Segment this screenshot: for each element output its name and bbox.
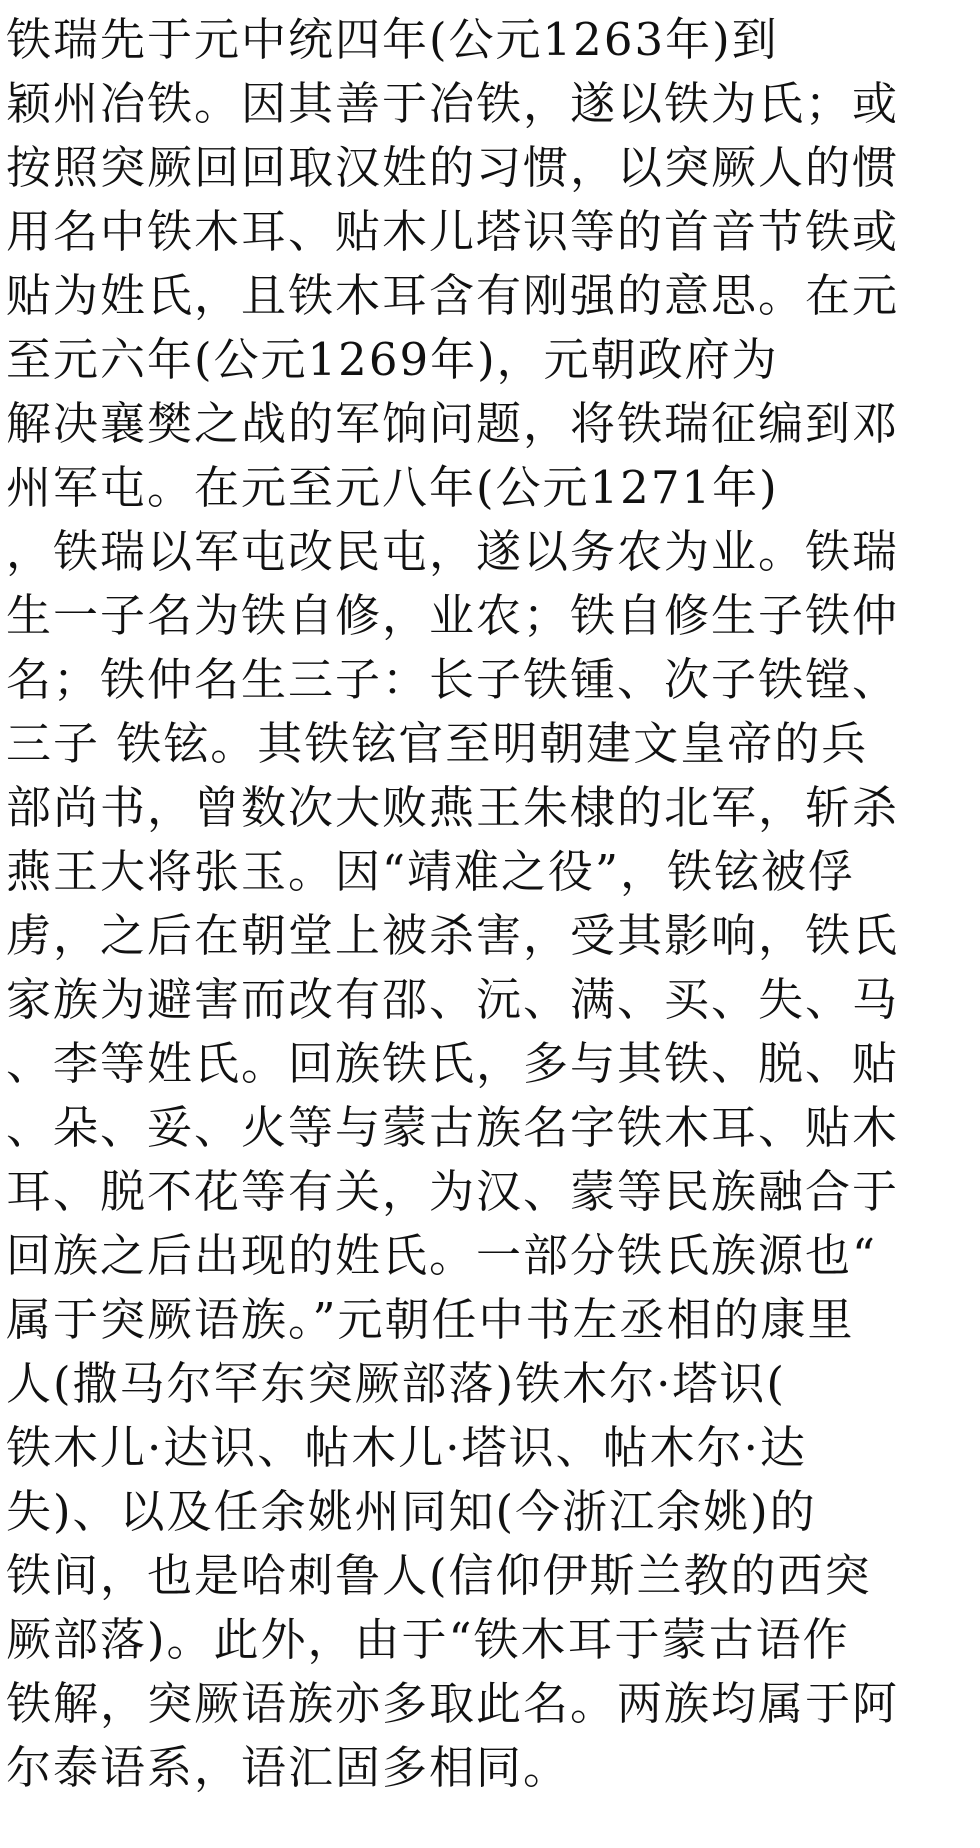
- text-line: 家族为避害而改有邵、沅、满、买、失、马: [6, 973, 900, 1026]
- text-line: ，铁瑞以军屯改民屯，遂以务农为业。铁瑞: [6, 525, 900, 578]
- text-line: 铁间，也是哈刺鲁人(信仰伊斯兰教的西突: [6, 1549, 872, 1602]
- text-line: 至元六年(公元1269年)，元朝政府为: [6, 333, 779, 386]
- text-line: 铁解，突厥语族亦多取此名。两族均属于阿: [6, 1677, 900, 1730]
- text-line: 按照突厥回回取汉姓的习惯，以突厥人的惯: [6, 141, 900, 194]
- text-line: 部尚书，曾数次大败燕王朱棣的北军，斩杀: [6, 781, 900, 834]
- text-line: 解决襄樊之战的军饷问题，将铁瑞征编到邓: [6, 397, 900, 450]
- text-line: 燕王大将张玉。因“靖难之役”，铁铉被俘: [6, 845, 856, 898]
- text-line: 、朵、妥、火等与蒙古族名字铁木耳、贴木: [6, 1101, 900, 1154]
- text-line: 属于突厥语族。”元朝任中书左丞相的康里: [6, 1293, 855, 1346]
- text-line: 铁木儿·达识、帖木儿·塔识、帖木尔·达: [6, 1421, 807, 1474]
- text-line: 厥部落)。此外，由于“铁木耳于蒙古语作: [6, 1613, 850, 1666]
- text-line: 人(撒马尔罕东突厥部落)铁木尔·塔识(: [6, 1357, 786, 1410]
- text-line: 回族之后出现的姓氏。一部分铁氏族源也“: [6, 1229, 878, 1282]
- text-line: 生一子名为铁自修，业农；铁自修生子铁仲: [6, 589, 900, 642]
- text-line: 贴为姓氏，且铁木耳含有刚强的意思。在元: [6, 269, 900, 322]
- text-line: 耳、脱不花等有关，为汉、蒙等民族融合于: [6, 1165, 900, 1218]
- text-line: 用名中铁木耳、贴木儿塔识等的首音节铁或: [6, 205, 900, 258]
- text-line: 失)、以及任余姚州同知(今浙江余姚)的: [6, 1485, 817, 1538]
- text-line: 名；铁仲名生三子：长子铁锺、次子铁镗、: [6, 653, 900, 706]
- text-line: 铁瑞先于元中统四年(公元1263年)到: [6, 13, 779, 66]
- text-line: 州军屯。在元至元八年(公元1271年): [6, 461, 779, 514]
- text-line: 三子 铁铉。其铁铉官至明朝建文皇帝的兵: [6, 717, 869, 770]
- text-line: 虏，之后在朝堂上被杀害，受其影响，铁氏: [6, 909, 900, 962]
- text-line: 颖州冶铁。因其善于冶铁，遂以铁为氏；或: [6, 77, 900, 130]
- text-line: 、李等姓氏。回族铁氏，多与其铁、脱、贴: [6, 1037, 900, 1090]
- text-line: 尔泰语系，语汇固多相同。: [6, 1741, 571, 1794]
